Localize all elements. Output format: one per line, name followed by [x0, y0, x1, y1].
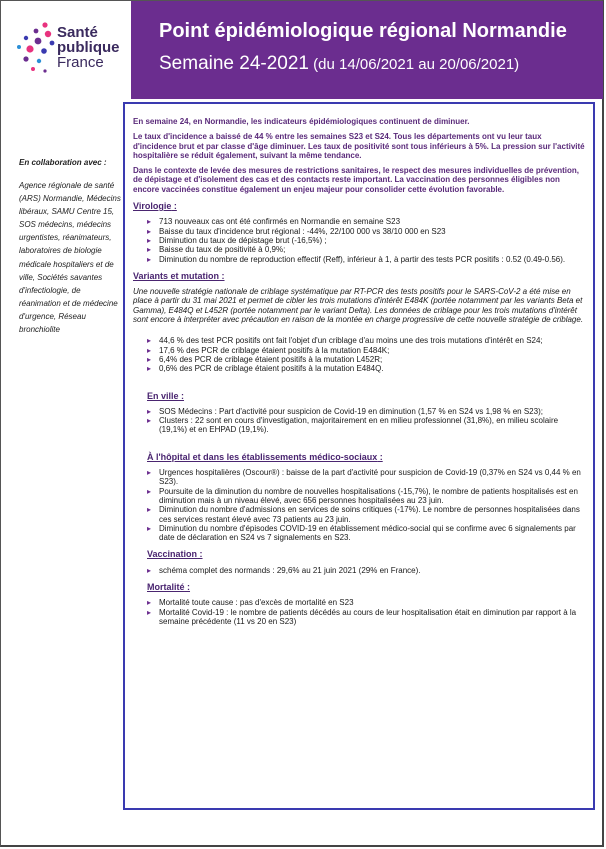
collaboration-label: En collaboration avec : — [19, 158, 107, 167]
sante-publique-france-logo — [15, 21, 125, 81]
hopital-title: À l'hôpital et dans les établissements médico-sociaux — [147, 451, 378, 462]
vaccination-list — [133, 566, 585, 575]
list-item: ▸ Baisse du taux de positivité à 0,9%; — [147, 245, 585, 254]
list-item: ▸ Diminution du nombre d'admissions en services de soins critiques (-17%). Le nombre de personnes hospitalisées dans ces services restant élevé avec 73 patients au 23 juin. — [147, 505, 585, 524]
ville-title: En ville — [147, 390, 179, 401]
vaccination-colon: : — [197, 549, 203, 560]
list-item: ▸ Urgences hospitalières (Oscour®) : baisse de la part d'activité pour suspicion de Covid-19 (0,37% en S24 vs 0,44 % en S23). — [147, 468, 585, 487]
variants-title: Variants et mutation — [133, 270, 220, 281]
week-label: Semaine 24-2021 — [159, 53, 309, 74]
summary-paragraph-2: Le taux d'incidence a baissé de 44 % entre les semaines S23 et S24. Tous les départements ont vu leur taux d'incidence brut et par classe d'âge diminuer. Les taux de positivité sont tous inférieurs à 5%. La pression sur l'activité hospitalière se réduit également, suivant la même tendance. — [133, 132, 585, 160]
list-item: ▸ 17,6 % des PCR de criblage étaient positifs à la mutation E484K; — [147, 346, 585, 355]
list-item: ▸ 713 nouveaux cas ont été confirmés en Normandie en semaine S23 — [147, 217, 585, 226]
list-item: ▸ 44,6 % des test PCR positifs ont fait l'objet d'un criblage d'au moins une des trois mutations d'intérêt en S24; — [147, 336, 585, 345]
page-title: Point épidémiologique régional Normandie — [159, 20, 567, 42]
list-item: ▸ Clusters : 22 sont en cours d'investigation, majoritairement en en milieu professionnel (31,8%), en milieu scolaire (19,1%) et en EHPAD (19,1%). — [147, 416, 585, 435]
virologie-list — [133, 217, 585, 263]
summary-section — [133, 117, 585, 194]
summary-paragraph-3: Dans le contexte de levée des mesures de restrictions sanitaires, le respect des mesures individuelles de prévention, de dépistage et d'isolement des cas et des contacts reste important. La vaccination des personnes éligibles non encore vaccinées constitue également un enjeu majeur pour consolider cette évolution favorable. — [133, 166, 579, 194]
list-item: ▸ schéma complet des normands : 29,6% au 21 juin 2021 (29% en France). — [147, 566, 585, 575]
date-range: (du 14/06/2021 au 20/06/2021) — [309, 56, 520, 73]
hopital-heading — [147, 453, 585, 462]
hopital-list — [133, 468, 585, 542]
variants-list — [133, 336, 585, 373]
logo-line-2: publique — [57, 39, 120, 56]
list-item: ▸ Mortalité Covid-19 : le nombre de patients décédés au cours de leur hospitalisation était en diminution par rapport à la semaine précédente (11 vs 20 en S23) — [147, 608, 585, 627]
ville-heading — [147, 392, 585, 401]
list-item: ▸ Poursuite de la diminution du nombre de nouvelles hospitalisations (-15,7%), le nombre de patients hospitalisés est en diminution mais à un niveau élevé, avec 656 personnes hospitalisées au 23 juin. — [147, 487, 585, 506]
list-item: ▸ Diminution du nombre d'épisodes COVID-19 en établissement médico-social qui se confirme avec 6 signalements par date de déclaration en S24 vs 7 signalements en S23. — [147, 524, 585, 543]
variants-paragraph: Une nouvelle stratégie nationale de criblage systématique par RT-PCR des tests positifs pour le SARS-CoV-2 a été mise en place à partir du 31 mai 2021 et permet de cibler les trois mutations d'intérêt E484K (portée notamment par les variants Beta et Gamma), E484Q et L452R (portée notamment par le variant Delta). Les données de criblage pour les trois mutations d'intérêt sont encore à interpréter avec précaution en raison de la montée en charge progressive de cette nouvelle stratégie de criblage. — [133, 287, 584, 325]
list-item: ▸ SOS Médecins : Part d'activité pour suspicion de Covid-19 en diminution (1,57 % en S24 vs 1,98 % en S23); — [147, 407, 585, 416]
header-banner — [131, 1, 603, 99]
variants-colon: : — [219, 270, 225, 281]
mortalite-list — [133, 598, 585, 626]
page-subtitle — [159, 53, 519, 75]
partners-list: Agence régionale de santé (ARS) Normandie, Médecins libéraux, SAMU Centre 15, SOS médecins, médecins urgentistes, réanimateurs, laboratoires de biologie médicale hospitaliers et de ville, Sociétés savantes d'infectiologie, de réanimation et de médecine d'urgence, Réseau bronchiolite — [19, 181, 121, 335]
ville-list — [133, 407, 585, 435]
hopital-colon: : — [377, 451, 383, 462]
sidebar-collaborators — [19, 156, 124, 336]
virologie-heading — [133, 202, 585, 211]
logo-wordmark — [57, 25, 120, 71]
list-item: ▸ 0,6% des PCR de criblage étaient positifs à la mutation E484Q. — [147, 364, 585, 373]
main-content-box — [123, 102, 595, 810]
summary-paragraph-1: En semaine 24, en Normandie, les indicateurs épidémiologiques continuent de diminuer. — [133, 117, 470, 126]
list-item: ▸ Diminution du nombre de reproduction effectif (Reff), inférieur à 1, à partir des tests PCR positifs : 0.52 (0.49-0.56). — [147, 255, 585, 264]
mortalite-colon: : — [184, 581, 191, 592]
list-item: ▸ 6,4% des PCR de criblage étaient positifs à la mutation L452R; — [147, 355, 585, 364]
mortalite-heading — [147, 583, 585, 592]
list-item: ▸ Diminution du taux de dépistage brut (-16,5%) ; — [147, 236, 585, 245]
logo-line-3: France — [57, 54, 104, 71]
vaccination-heading — [147, 550, 585, 559]
virologie-colon: : — [171, 201, 177, 212]
ville-colon: : — [178, 390, 185, 401]
list-item: ▸ Baisse du taux d'incidence brut régional : -44%, 22/100 000 vs 38/10 000 en S23 — [147, 227, 585, 236]
list-item: ▸ Mortalité toute cause : pas d'excès de mortalité en S23 — [147, 598, 585, 607]
variants-heading — [133, 272, 585, 281]
logo-line-1: Santé — [57, 24, 98, 41]
mortalite-title: Mortalité — [147, 581, 185, 592]
vaccination-title: Vaccination — [147, 549, 198, 560]
virologie-title: Virologie — [133, 201, 172, 212]
